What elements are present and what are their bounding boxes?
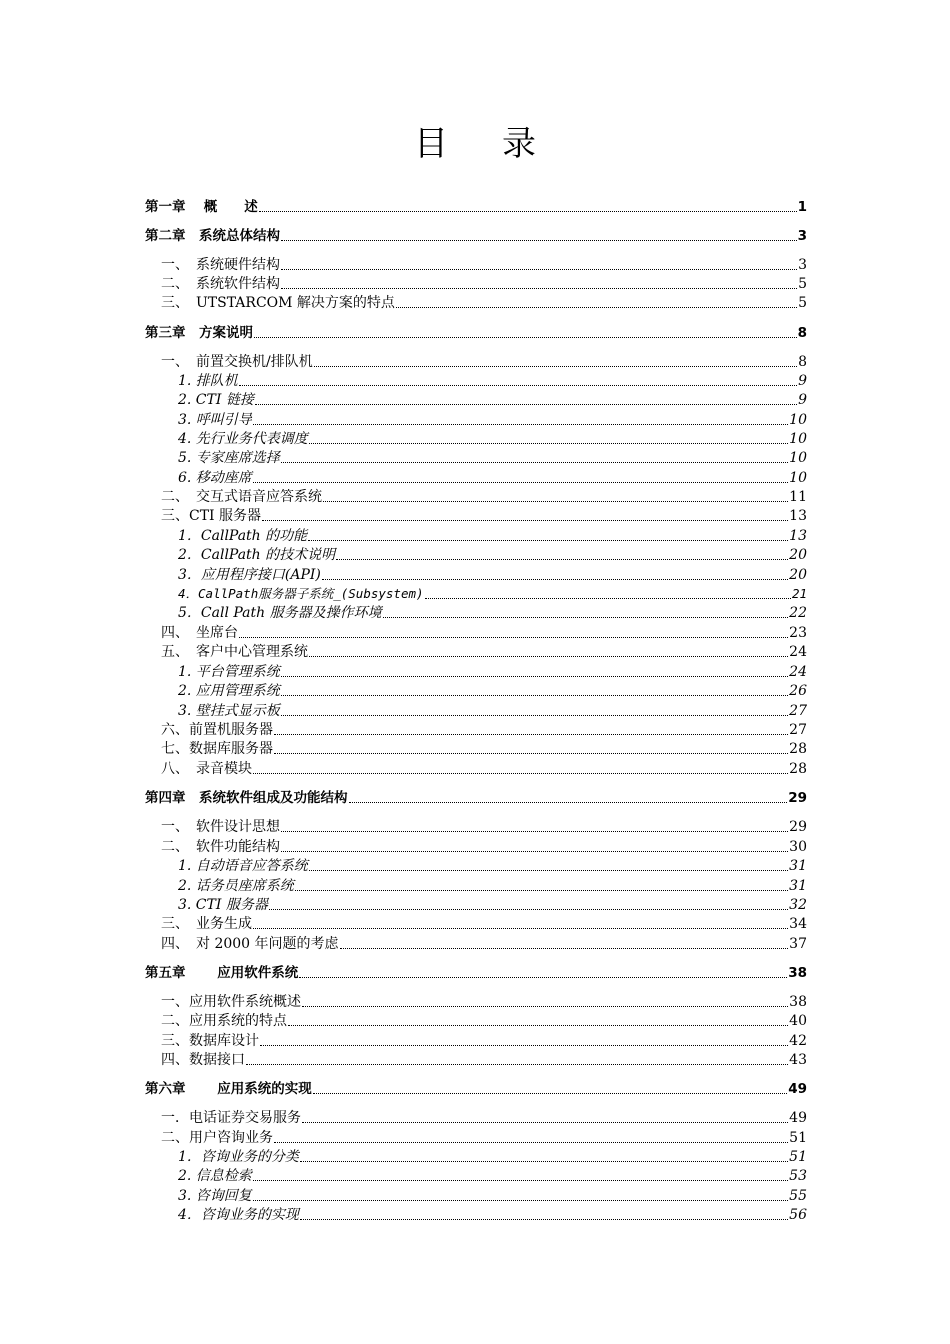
toc-entry-label: 第四章 系统软件组成及功能结构: [145, 790, 348, 806]
toc-entry-label: 1. 自动语音应答系统: [178, 858, 308, 874]
toc-entry-page: 32: [789, 897, 807, 913]
toc-entry[interactable]: [145, 641, 807, 661]
toc-entry-label: 1. 平台管理系统: [178, 664, 280, 680]
toc-entry-label: 三、数据库设计: [161, 1033, 259, 1049]
toc-entry[interactable]: [145, 525, 807, 545]
toc-entry[interactable]: [145, 680, 807, 700]
dot-leader: [246, 1064, 788, 1065]
toc-entry[interactable]: [145, 855, 807, 875]
toc-entry-page: 24: [789, 644, 807, 660]
toc-entry-page: 21: [791, 586, 807, 601]
toc-entry-label: 一、 前置交换机/排队机: [161, 354, 313, 370]
dot-leader: [314, 366, 797, 367]
toc-entry-label: 四、 坐席台: [161, 625, 238, 641]
toc-entry-label: 一、 软件设计思想: [161, 819, 280, 835]
toc-entry[interactable]: [145, 661, 807, 681]
toc-entry-label: 一、 系统硬件结构: [161, 257, 280, 273]
dot-leader: [262, 520, 788, 521]
toc-entry-page: 40: [789, 1013, 807, 1029]
dot-leader: [295, 890, 788, 891]
toc-entry-label: 四、 对 2000 年问题的考虑: [161, 936, 339, 952]
toc-entry-page: 34: [789, 916, 807, 932]
title-char-2: 录: [502, 124, 536, 164]
toc-entry[interactable]: [145, 370, 807, 390]
toc-entry[interactable]: [145, 273, 807, 293]
dot-leader: [281, 240, 797, 241]
toc-entry[interactable]: [145, 351, 807, 371]
toc-entry-page: 27: [789, 703, 807, 719]
dot-leader: [253, 1180, 788, 1181]
toc-entry-page: 38: [788, 965, 807, 981]
toc-entry-page: 10: [789, 431, 807, 447]
toc-entry-label: 第五章 应用软件系统: [145, 965, 299, 981]
toc-entry-page: 30: [789, 839, 807, 855]
dot-leader: [281, 676, 788, 677]
toc-entry[interactable]: [145, 505, 807, 525]
toc-entry-label: 二、 交互式语音应答系统: [161, 489, 322, 505]
toc-entry-label: 二、 软件功能结构: [161, 839, 280, 855]
toc-entry-page: 8: [797, 325, 807, 341]
dot-leader: [281, 269, 797, 270]
toc-entry-page: 28: [789, 741, 807, 757]
dot-leader: [255, 404, 797, 405]
toc-entry-page: 8: [798, 354, 807, 370]
toc-entry-label: 2．CallPath 的技术说明: [178, 547, 336, 563]
dot-leader: [309, 870, 788, 871]
toc-entry[interactable]: [145, 1127, 807, 1147]
toc-entry-label: 第三章 方案说明: [145, 325, 253, 341]
toc-entry-label: 第二章 系统总体结构: [145, 228, 280, 244]
toc-entry-label: 二、用户咨询业务: [161, 1130, 273, 1146]
dot-leader: [313, 1093, 788, 1094]
toc-entry[interactable]: [145, 1049, 807, 1069]
dot-leader: [281, 695, 788, 696]
toc-entry-label: 1．咨询业务的分类: [178, 1149, 299, 1165]
dot-leader: [336, 559, 788, 560]
dot-leader: [281, 851, 788, 852]
dot-leader: [302, 1006, 788, 1007]
toc-entry-page: 55: [789, 1188, 807, 1204]
toc-entry-page: 9: [798, 392, 807, 408]
toc-entry-label: 三、 UTSTARCOM 解决方案的特点: [161, 295, 395, 311]
dot-leader: [281, 288, 797, 289]
toc-entry-page: 31: [789, 878, 807, 894]
toc-entry-label: 5．Call Path 服务器及操作环境: [178, 605, 382, 621]
toc-entry-page: 51: [789, 1149, 807, 1165]
toc-entry-page: 3: [798, 257, 807, 273]
dot-leader: [309, 656, 788, 657]
toc-entry-page: 24: [789, 664, 807, 680]
toc-entry-label: 二、 系统软件结构: [161, 276, 280, 292]
toc-entry-label: 六、前置机服务器: [161, 722, 273, 738]
toc-entry-page: 13: [789, 508, 807, 524]
toc-entry[interactable]: [145, 700, 807, 720]
toc-entry-label: 5. 专家座席选择: [178, 450, 280, 466]
toc-entry-page: 3: [797, 228, 807, 244]
toc-entry-label: 3. CTI 服务器: [178, 897, 268, 913]
toc-entry-label: 3．应用程序接口(API): [178, 567, 321, 583]
dot-leader: [300, 1219, 788, 1220]
toc-entry-page: 10: [789, 412, 807, 428]
dot-leader: [274, 753, 788, 754]
toc-entry-page: 10: [789, 470, 807, 486]
toc-entry-page: 1: [797, 199, 807, 215]
toc-entry-page: 9: [798, 373, 807, 389]
toc-entry-page: 53: [789, 1168, 807, 1184]
dot-leader: [253, 482, 788, 483]
toc-entry-page: 56: [789, 1207, 807, 1223]
toc-entry[interactable]: [145, 1146, 807, 1166]
toc-entry[interactable]: [145, 1107, 807, 1127]
dot-leader: [396, 307, 797, 308]
toc-entry-page: 20: [789, 567, 807, 583]
dot-leader: [269, 909, 788, 910]
toc-entry-label: 4．咨询业务的实现: [178, 1207, 299, 1223]
toc-entry-page: 13: [789, 528, 807, 544]
toc-entry[interactable]: [145, 1078, 807, 1098]
dot-leader: [253, 773, 788, 774]
toc-entry-page: 23: [789, 625, 807, 641]
toc-entry[interactable]: [145, 1165, 807, 1185]
toc-entry-page: 10: [789, 450, 807, 466]
toc-entry[interactable]: [145, 409, 807, 429]
toc-entry-page: 42: [789, 1033, 807, 1049]
toc-entry-label: 第六章 应用系统的实现: [145, 1081, 312, 1097]
toc-entry[interactable]: [145, 544, 807, 564]
toc-entry[interactable]: [145, 913, 807, 933]
toc-entry[interactable]: [145, 1030, 807, 1050]
toc-entry-label: 2. 应用管理系统: [178, 683, 280, 699]
toc-entry-label: 一．电话证券交易服务: [161, 1110, 301, 1126]
toc-entry-label: 2. 话务员座席系统: [178, 878, 294, 894]
toc-entry-page: 22: [789, 605, 807, 621]
toc-entry[interactable]: [145, 1010, 807, 1030]
dot-leader: [302, 1122, 788, 1123]
toc-entry-page: 49: [789, 1110, 807, 1126]
toc-entry[interactable]: [145, 486, 807, 506]
toc-entry-label: 三、CTI 服务器: [161, 508, 262, 524]
toc-entry-page: 29: [788, 790, 807, 806]
dot-leader: [340, 948, 789, 949]
toc-entry[interactable]: [145, 933, 807, 953]
toc-entry[interactable]: [145, 428, 807, 448]
dot-leader: [300, 1161, 788, 1162]
dot-leader: [383, 617, 789, 618]
toc-entry-label: 2. CTI 链接: [178, 392, 254, 408]
toc-entry[interactable]: [145, 196, 807, 216]
dot-leader: [299, 977, 787, 978]
dot-leader: [322, 579, 788, 580]
toc-entry-page: 27: [789, 722, 807, 738]
toc-entry-page: 49: [788, 1081, 807, 1097]
dot-leader: [253, 424, 788, 425]
dot-leader: [425, 598, 791, 599]
toc-entry-label: 二、应用系统的特点: [161, 1013, 287, 1029]
toc-entry-label: 4．CallPath服务器子系统_(Subsystem): [178, 586, 424, 601]
toc-entry[interactable]: [145, 292, 807, 312]
dot-leader: [281, 715, 788, 716]
toc-entry-page: 5: [798, 276, 807, 292]
toc-entry-page: 51: [789, 1130, 807, 1146]
dot-leader: [349, 802, 788, 803]
toc-entry-label: 第一章 概 述: [145, 199, 258, 215]
toc-entry-label: 4. 先行业务代表调度: [178, 431, 308, 447]
dot-leader: [253, 1200, 788, 1201]
toc-entry-label: 八、 录音模块: [161, 761, 252, 777]
toc-entry-page: 5: [798, 295, 807, 311]
dot-leader: [254, 337, 797, 338]
toc-entry-page: 11: [789, 489, 807, 505]
toc-entry-label: 四、数据接口: [161, 1052, 245, 1068]
toc-entry[interactable]: [145, 583, 807, 603]
page-title: [0, 116, 950, 165]
toc-entry-label: 6. 移动座席: [178, 470, 252, 486]
title-char-1: 目: [414, 124, 448, 164]
toc-entry-label: 3. 咨询回复: [178, 1188, 252, 1204]
toc-entry-page: 31: [789, 858, 807, 874]
toc-entry-label: 三、 业务生成: [161, 916, 252, 932]
toc-entry-page: 20: [789, 547, 807, 563]
toc-entry[interactable]: [145, 467, 807, 487]
toc-entry[interactable]: [145, 894, 807, 914]
toc-entry[interactable]: [145, 758, 807, 778]
toc-entry[interactable]: [145, 225, 807, 245]
toc-entry-label: 1．CallPath 的功能: [178, 528, 308, 544]
toc-entry[interactable]: [145, 254, 807, 274]
dot-leader: [323, 501, 788, 502]
toc-entry-page: 28: [789, 761, 807, 777]
toc-entry[interactable]: [145, 816, 807, 836]
dot-leader: [308, 540, 788, 541]
toc-entry-label: 五、 客户中心管理系统: [161, 644, 308, 660]
toc-entry[interactable]: [145, 875, 807, 895]
toc-entry-page: 26: [789, 683, 807, 699]
dot-leader: [281, 831, 788, 832]
toc-entry[interactable]: [145, 836, 807, 856]
toc-entry-label: 一、应用软件系统概述: [161, 994, 301, 1010]
toc-entry[interactable]: [145, 322, 807, 342]
toc-entry-label: 1. 排队机: [178, 373, 238, 389]
toc-entry[interactable]: [145, 1185, 807, 1205]
toc-entry[interactable]: [145, 602, 807, 622]
toc-entry[interactable]: [145, 738, 807, 758]
toc-entry[interactable]: [145, 564, 807, 584]
dot-leader: [239, 637, 788, 638]
dot-leader: [288, 1025, 788, 1026]
toc-entry[interactable]: [145, 719, 807, 739]
dot-leader: [309, 443, 788, 444]
dot-leader: [274, 1142, 788, 1143]
toc-entry-page: 37: [789, 936, 807, 952]
toc-entry-label: 2. 信息检索: [178, 1168, 252, 1184]
toc-entry-page: 38: [789, 994, 807, 1010]
toc-entry[interactable]: [145, 1204, 807, 1224]
toc-entry[interactable]: [145, 787, 807, 807]
toc-entry-page: 43: [789, 1052, 807, 1068]
dot-leader: [274, 734, 788, 735]
dot-leader: [239, 385, 797, 386]
dot-leader: [259, 211, 797, 212]
toc-entry-label: 3. 壁挂式显示板: [178, 703, 280, 719]
toc-entry[interactable]: [145, 991, 807, 1011]
toc-entry-label: 3. 呼叫引导: [178, 412, 252, 428]
toc-entry-page: 29: [789, 819, 807, 835]
dot-leader: [281, 462, 788, 463]
toc-entry[interactable]: [145, 389, 807, 409]
toc-entry-label: 七、数据库服务器: [161, 741, 273, 757]
toc-entry[interactable]: [145, 962, 807, 982]
dot-leader: [260, 1045, 788, 1046]
toc-entry[interactable]: [145, 447, 807, 467]
toc-entry[interactable]: [145, 622, 807, 642]
dot-leader: [253, 928, 788, 929]
